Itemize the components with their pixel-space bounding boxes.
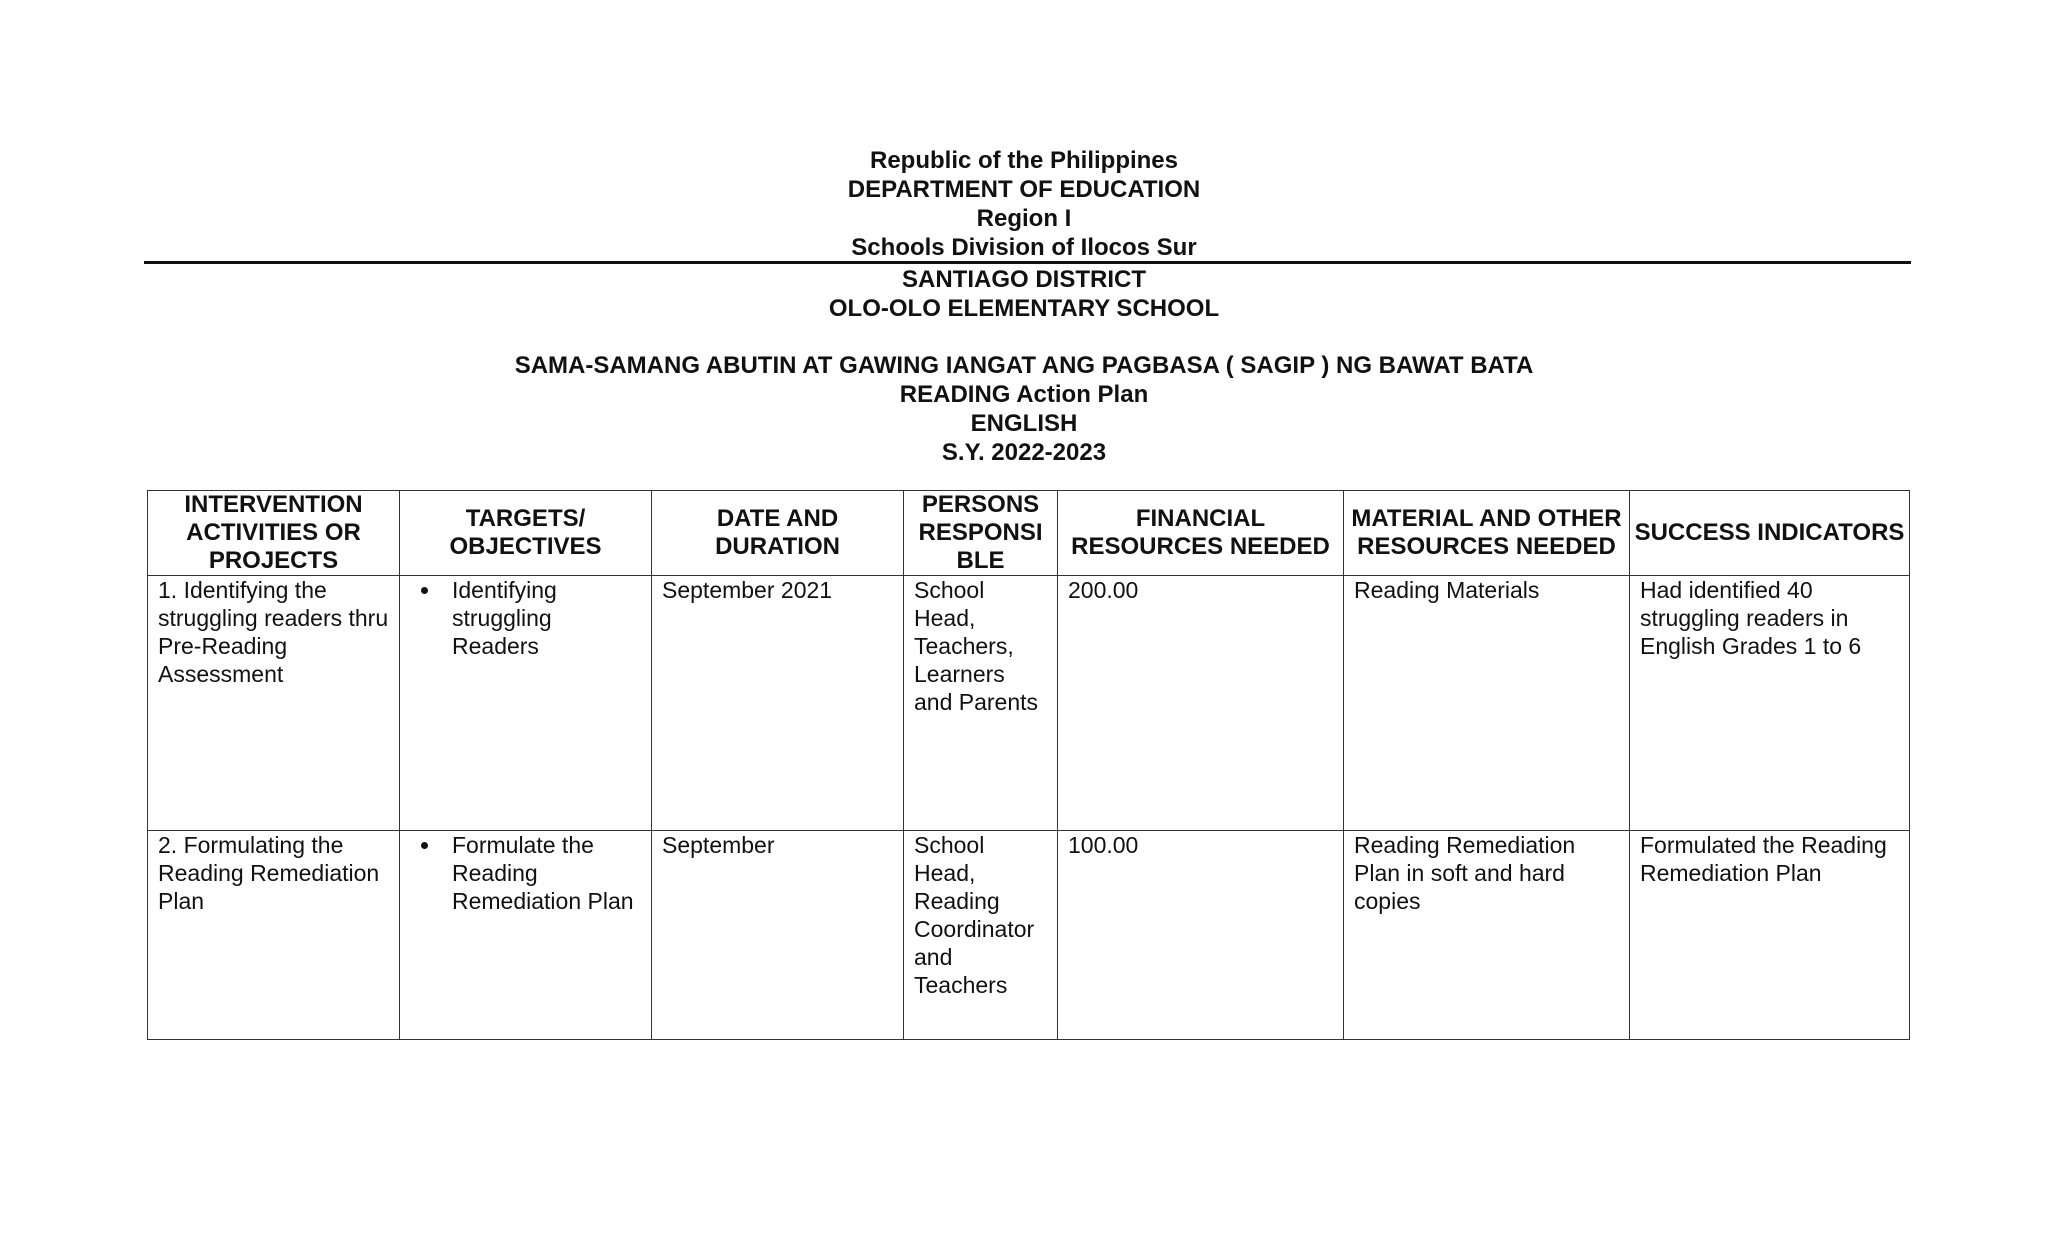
cell-date: September 2021 [652, 576, 904, 831]
school-year: S.Y. 2022-2023 [941, 439, 1107, 466]
target-list [410, 576, 641, 660]
column-header-persons: PERSONS RESPONSI BLE [904, 491, 1058, 576]
cell-target [400, 576, 652, 831]
column-header-activities: INTERVENTION ACTIVITIES OR PROJECTS [148, 491, 400, 576]
cell-activity: 2. Formulating the Reading Remediation Plan [148, 831, 400, 1040]
letterhead-region: Region I [976, 205, 1072, 232]
table-row [148, 576, 1910, 831]
school-name: OLO-OLO ELEMENTARY SCHOOL [828, 295, 1220, 322]
table-header-row [148, 491, 1910, 576]
target-list [410, 831, 641, 915]
cell-materials: Reading Remediation Plan in soft and hard copies [1344, 831, 1630, 1040]
action-plan-table [147, 490, 1910, 1040]
subject-title: ENGLISH [970, 410, 1078, 437]
target-item: • Identifying struggling Readers [442, 576, 641, 660]
letterhead-divider [144, 261, 1911, 264]
column-header-materials: MATERIAL AND OTHER RESOURCES NEEDED [1344, 491, 1630, 576]
district-name: SANTIAGO DISTRICT [902, 266, 1146, 293]
cell-target [400, 831, 652, 1040]
target-item: • Formulate the Reading Remediation Plan [442, 831, 641, 915]
document-heading [0, 265, 2048, 467]
cell-financial: 200.00 [1058, 576, 1344, 831]
letterhead-department: DEPARTMENT OF EDUCATION [847, 176, 1201, 203]
cell-indicators: Formulated the Reading Remediation Plan [1630, 831, 1910, 1040]
cell-financial: 100.00 [1058, 831, 1344, 1040]
cell-indicators: Had identified 40 struggling readers in English Grades 1 to 6 [1630, 576, 1910, 831]
cell-materials: Reading Materials [1344, 576, 1630, 831]
column-header-indicators: SUCCESS INDICATORS [1630, 491, 1910, 576]
cell-activity: 1. Identifying the struggling readers thru Pre-Reading Assessment [148, 576, 400, 831]
letterhead-republic: Republic of the Philippines [869, 147, 1178, 174]
column-header-financial: FINANCIAL RESOURCES NEEDED [1058, 491, 1344, 576]
cell-date: September [652, 831, 904, 1040]
column-header-targets: TARGETS/ OBJECTIVES [400, 491, 652, 576]
letterhead [0, 146, 2048, 262]
plan-title: READING Action Plan [899, 381, 1149, 408]
program-title: SAMA-SAMANG ABUTIN AT GAWING IANGAT ANG PAGBASA ( SAGIP ) NG BAWAT BATA [514, 352, 1534, 379]
column-header-date: DATE AND DURATION [652, 491, 904, 576]
table-row [148, 831, 1910, 1040]
letterhead-division: Schools Division of Ilocos Sur [851, 234, 1197, 261]
cell-persons: School Head, Reading Coordinator and Teachers [904, 831, 1058, 1040]
cell-persons: School Head, Teachers, Learners and Parents [904, 576, 1058, 831]
